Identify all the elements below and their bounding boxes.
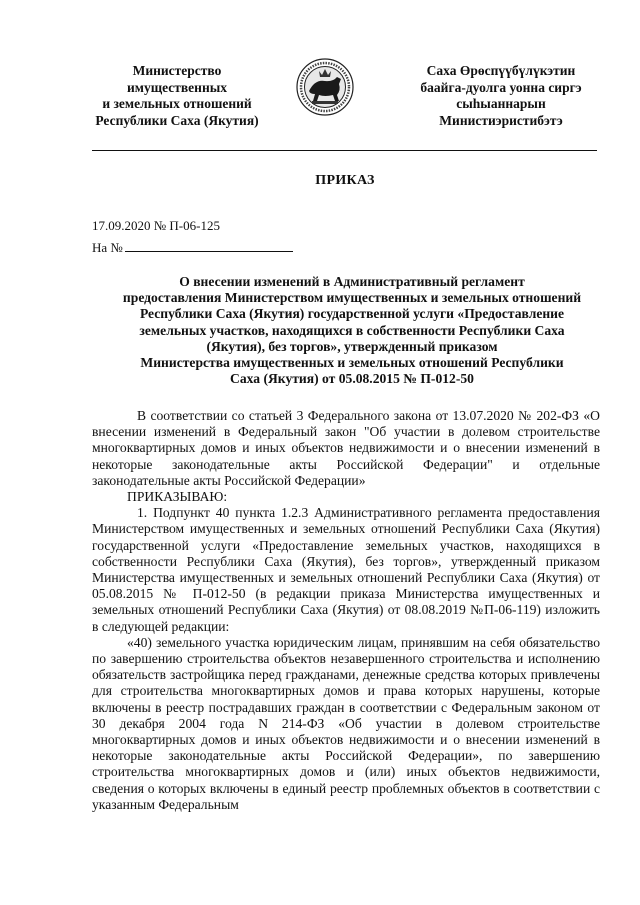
document-title: ПРИКАЗ	[315, 173, 375, 188]
reference-number-line	[92, 240, 293, 256]
ministry-name-line: Министиэристибэтэ	[439, 112, 563, 128]
reference-blank	[125, 240, 293, 252]
reference-label: На №	[92, 240, 123, 255]
subject-line: Республики Саха (Якутия) государственной услуги «Предоставление	[139, 306, 565, 322]
subject-line: (Якутия), без торгов», утвержденный приказом	[206, 338, 498, 354]
ministry-name-sakha	[392, 63, 610, 129]
order-subject	[96, 274, 608, 387]
ministry-name-russian	[82, 63, 272, 129]
ministry-name-line: сыһыаннарын	[456, 96, 546, 111]
sakha-coat-of-arms-icon	[295, 57, 355, 117]
preamble-paragraph: В соответствии со статьей 3 Федерального закона от 13.07.2020 № 202-ФЗ «О внесении изменений в Федеральный закон "Об участии в долевом строительстве многоквартирных домов и иных объектов недвижимости и о внесении изменений в некоторые законодательные акты Российской Федерации" и отдельные законодательные акты Российской Федерации»	[92, 408, 600, 488]
order-date-number: 17.09.2020 № П-06-125	[92, 218, 220, 233]
order-body	[92, 408, 600, 813]
ministry-name-line: имущественных	[126, 79, 228, 95]
subject-line: земельных участков, находящихся в собственности Республики Саха	[139, 322, 565, 338]
ministry-name-line: Министерство	[132, 63, 222, 78]
ministry-name-line: Республики Саха (Якутия)	[95, 112, 259, 128]
subject-line: О внесении изменений в Административный регламент	[179, 274, 525, 289]
ministry-name-line: баайга-дуолга уонна сиргэ	[420, 79, 582, 95]
subject-line: Саха (Якутия) от 05.08.2015 № П-012-50	[230, 371, 474, 387]
ministry-name-line: Саха Өрөспүүбүлүкэтин	[426, 63, 576, 78]
ministry-name-line: и земельных отношений	[102, 96, 252, 111]
header-divider	[92, 150, 597, 151]
clause-40-paragraph: «40) земельного участка юридическим лицам, принявшим на себя обязательство по завершению строительства объектов незавершенного строительства и исполнению обязательств застройщика перед гражданами, денежные средства которых привлечены для строительства многоквартирных домов и права которых нарушены, которые включены в реестр пострадавших граждан в соответствии с Федеральным законом от 30 декабря 2004 года N 214-ФЗ «Об участии в долевом строительстве многоквартирных домов и иных объектов недвижимости и о внесении изменений в некоторые законодательные акты Российской Федерации», по завершению строительства многоквартирных домов и (или) иных объектов недвижимости, сведения о которых включены в единый реестр проблемных объектов в соответствии с указанным Федеральным	[92, 634, 600, 812]
subject-line: Министерства имущественных и земельных отношений Республики	[140, 355, 564, 371]
clause-1-paragraph: 1. Подпункт 40 пункта 1.2.3 Административного регламента предоставления Министерством имущественных и земельных отношений Республики Саха (Якутия) государственной услуги «Предоставление земельных участков, находящихся в собственности Республики Саха (Якутия), без торгов», утвержденный приказом Министерства имущественных и земельных отношений Республики Саха (Якутия) от 05.08.2015 № П-012-50 (в редакции приказа Министерства имущественных и земельных отношений Республики Саха (Якутия) от 08.08.2019 №П-06-119) изложить в следующей редакции:	[92, 505, 600, 634]
subject-line: предоставления Министерством имущественных и земельных отношений	[122, 290, 582, 306]
order-word: ПРИКАЗЫВАЮ:	[127, 489, 228, 505]
